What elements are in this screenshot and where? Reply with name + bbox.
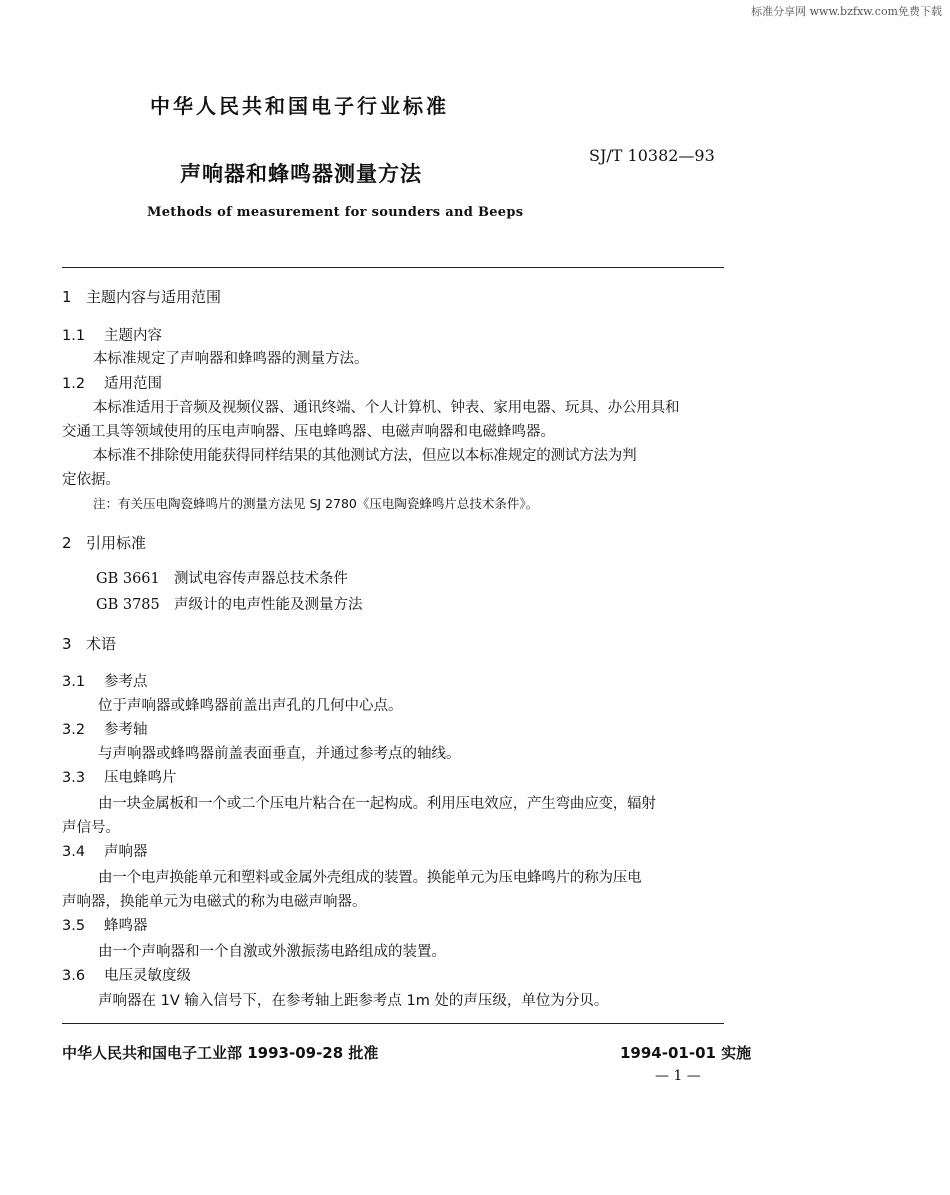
section-title: 参考轴: [104, 722, 148, 738]
section-3-1-heading: [62, 672, 148, 692]
reference-title: 测试电容传声器总技术条件: [174, 571, 348, 587]
section-number: 3.3: [62, 770, 86, 786]
reference-item: [96, 569, 348, 589]
section-title: 主题内容: [104, 328, 162, 344]
section-title: 压电蜂鸣片: [104, 770, 177, 786]
section-number: 3.4: [62, 844, 86, 860]
section-title: 电压灵敏度级: [104, 968, 191, 984]
section-3-3-body-line1: 由一块金属板和一个或二个压电片粘合在一起构成。利用压电效应，产生弯曲应变，辐射: [98, 796, 656, 812]
effective-date-text: 1994-01-01 实施: [620, 1044, 752, 1062]
section-number: 2: [62, 534, 72, 552]
section-number: 1.2: [62, 376, 86, 392]
section-1-2-body-line4: 定依据。: [62, 472, 120, 488]
section-3-3-heading: [62, 768, 177, 788]
organization-header: 中华人民共和国电子行业标准: [150, 94, 449, 118]
section-title: 主题内容与适用范围: [86, 288, 222, 306]
section-title: 引用标准: [86, 534, 147, 552]
reference-code: GB 3661: [96, 571, 160, 587]
footer-divider: [62, 1023, 724, 1024]
section-3-6-body: 声响器在 1V 输入信号下，在参考轴上距参考点 1m 处的声压级，单位为分贝。: [98, 993, 609, 1009]
section-1-heading: [62, 287, 221, 307]
reference-item: [96, 595, 363, 615]
section-title: 术语: [86, 635, 117, 653]
page-number: — 1 —: [655, 1068, 701, 1084]
watermark-text: 标准分享网 www.bzfxw.com免费下载: [751, 5, 942, 18]
section-3-3-body-line2: 声信号。: [62, 820, 120, 836]
section-1-2-body-line1: 本标准适用于音频及视频仪器、通讯终端、个人计算机、钟表、家用电器、玩具、办公用具和: [93, 400, 680, 416]
approval-text: 中华人民共和国电子工业部 1993-09-28 批准: [62, 1044, 379, 1062]
section-1-1-heading: [62, 326, 162, 346]
section-number: 3.1: [62, 674, 86, 690]
section-title: 适用范围: [104, 376, 162, 392]
section-3-2-heading: [62, 720, 148, 740]
section-title: 参考点: [104, 674, 148, 690]
section-1-2-body-line2: 交通工具等领域使用的压电声响器、压电蜂鸣器、电磁声响器和电磁蜂鸣器。: [62, 424, 555, 440]
section-1-2-note: 注：有关压电陶瓷蜂鸣片的测量方法见 SJ 2780《压电陶瓷蜂鸣片总技术条件》。: [93, 496, 539, 511]
section-3-5-heading: [62, 916, 148, 936]
reference-title: 声级计的电声性能及测量方法: [174, 597, 363, 613]
reference-code: GB 3785: [96, 597, 160, 613]
section-3-4-body-line2: 声响器，换能单元为电磁式的称为电磁声响器。: [62, 894, 367, 910]
section-3-6-heading: [62, 966, 191, 986]
document-title-en: Methods of measurement for sounders and Beeps: [147, 205, 524, 220]
section-number: 3: [62, 635, 72, 653]
section-number: 1: [62, 288, 72, 306]
section-number: 1.1: [62, 328, 86, 344]
section-1-2-body-line3: 本标准不排除使用能获得同样结果的其他测试方法，但应以本标准规定的测试方法为判: [93, 448, 637, 464]
section-2-heading: [62, 533, 146, 553]
section-number: 3.5: [62, 918, 86, 934]
section-3-5-body: 由一个声响器和一个自激或外激振荡电路组成的装置。: [98, 944, 446, 960]
section-1-2-heading: [62, 374, 162, 394]
section-title: 声响器: [104, 844, 148, 860]
section-title: 蜂鸣器: [104, 918, 148, 934]
document-title-zh: 声响器和蜂鸣器测量方法: [180, 162, 422, 186]
section-number: 3.2: [62, 722, 86, 738]
standard-code: SJ/T 10382—93: [589, 146, 715, 165]
section-3-4-body-line1: 由一个电声换能单元和塑料或金属外壳组成的装置。换能单元为压电蜂鸣片的称为压电: [98, 870, 642, 886]
section-3-heading: [62, 634, 116, 654]
section-3-2-body: 与声响器或蜂鸣器前盖表面垂直，并通过参考点的轴线。: [98, 746, 461, 762]
section-1-1-body: 本标准规定了声响器和蜂鸣器的测量方法。: [93, 351, 369, 367]
section-number: 3.6: [62, 968, 86, 984]
header-divider: [62, 267, 724, 268]
section-3-4-heading: [62, 842, 148, 862]
section-3-1-body: 位于声响器或蜂鸣器前盖出声孔的几何中心点。: [98, 698, 403, 714]
